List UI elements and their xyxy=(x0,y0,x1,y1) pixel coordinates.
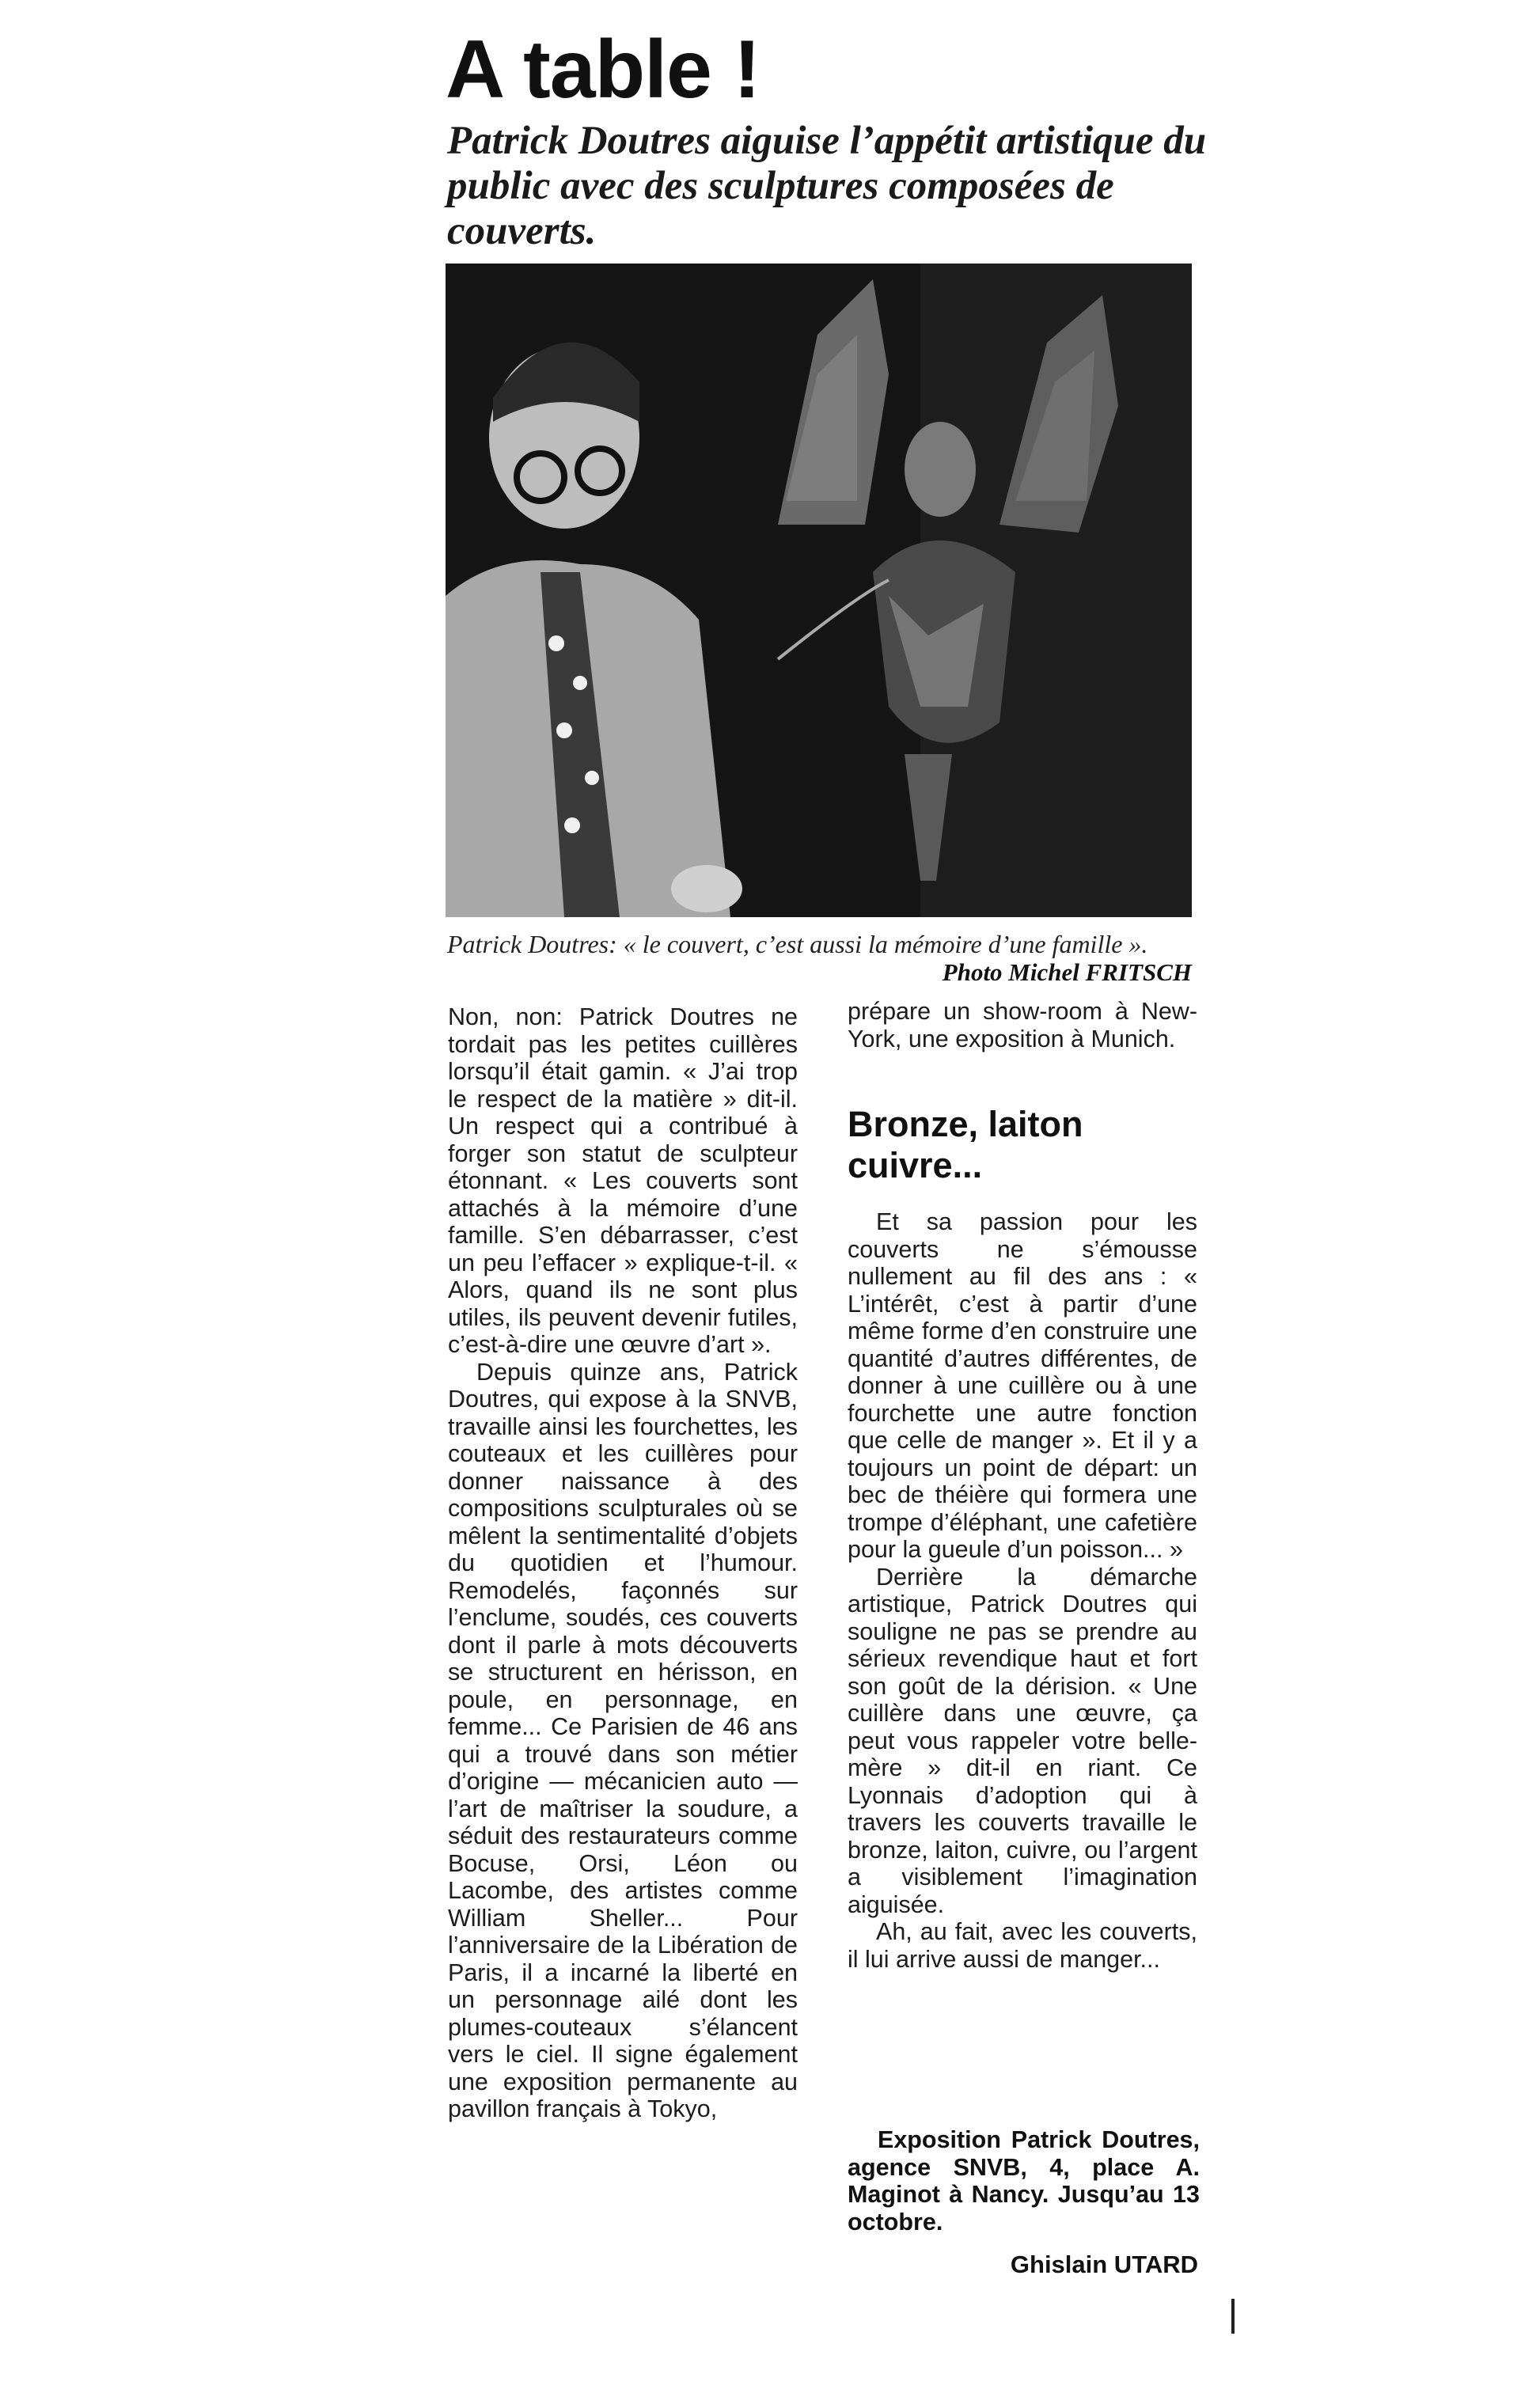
right-column xyxy=(848,1208,1197,1973)
author-byline: Ghislain UTARD xyxy=(1010,2251,1198,2278)
deck: Patrick Doutres aiguise l’appétit artistique du public avec des sculptures composées de couverts. xyxy=(447,119,1207,253)
paragraph: Non, non: Patrick Doutres ne tordait pas les petites cuillères lorsqu’il était gamin. « J’ai trop le respect de la matière » dit-il. Un respect qui a contribué à forger son statut de sculpteur étonnant. « Les couverts sont attachés à la mémoire d’une famille. S’en débarrasser, c’est un peu l’effacer » explique-t-il. « Alors, quand ils ne sont plus utiles, ils peuvent devenir futiles, c’est-à-dire une œuvre d’art ». xyxy=(448,1003,798,1358)
paragraph: Derrière la démarche artistique, Patrick Doutres qui souligne ne pas se prendre au sérieux revendique haut et fort son goût de la dérision. « Une cuillère dans une œuvre, ça peut vous rappeler votre belle-mère » dit-il en riant. Ce Lyonnais d’adoption qui à travers les couverts travaille le bronze, laiton, cuivre, ou l’argent a visiblement l’imagination aiguisée. xyxy=(848,1563,1197,1918)
article-photo xyxy=(446,264,1192,917)
photo-credit: Photo Michel FRITSCH xyxy=(942,958,1192,986)
left-column xyxy=(448,1003,798,2123)
subheading: Bronze, laiton cuivre... xyxy=(848,1104,1083,1185)
exhibition-info: Exposition Patrick Doutres, agence SNVB, 4, place A. Maginot à Nancy. Jusqu’au 13 octobre. xyxy=(848,2126,1200,2235)
right-column-top xyxy=(848,998,1197,1052)
paragraph: Et sa passion pour les couverts ne s’émousse nullement au fil des ans : « L’intérêt, c’est à partir d’une même forme d’en construire une quantité d’autres différentes, de donner à une cuillère ou à une fourchette une autre fonction que celle de manger ». Et il y a toujours un point de départ: un bec de théière qui formera une trompe d’éléphant, une cafetière pour la gueule d’un poisson... » xyxy=(848,1208,1197,1563)
paragraph: Ah, au fait, avec les couverts, il lui arrive aussi de manger... xyxy=(848,1918,1197,1973)
photo-caption: Patrick Doutres: « le couvert, c’est aussi la mémoire d’une famille ». xyxy=(447,930,1148,958)
paragraph: Depuis quinze ans, Patrick Doutres, qui expose à la SNVB, travaille ainsi les fourchettes, les couteaux et les cuillères pour donner naissance à des compositions sculpturales où se mêlent la sentimentalité d’objets du quotidien et l’humour. Remodelés, façonnés sur l’enclume, soudés, ces couverts dont il parle à mots découverts se structurent en hérisson, en poule, en personnage, en femme... Ce Parisien de 46 ans qui a trouvé dans son métier d’origine — mécanicien auto — l’art de maîtriser la soudure, a séduit des restaurateurs comme Bocuse, Orsi, Léon ou Lacombe, des artistes comme William Sheller... Pour l’anniversaire de la Libération de Paris, il a incarné la liberté en un personnage ailé dont les plumes-couteaux s’élancent vers le ciel. Il signe également une exposition permanente au pavillon français à Tokyo, xyxy=(448,1358,798,2122)
margin-mark xyxy=(1231,2299,1235,2334)
photo-illustration xyxy=(446,264,1192,917)
headline: A table ! xyxy=(446,24,761,116)
paragraph: prépare un show-room à New-York, une exposition à Munich. xyxy=(848,998,1197,1052)
